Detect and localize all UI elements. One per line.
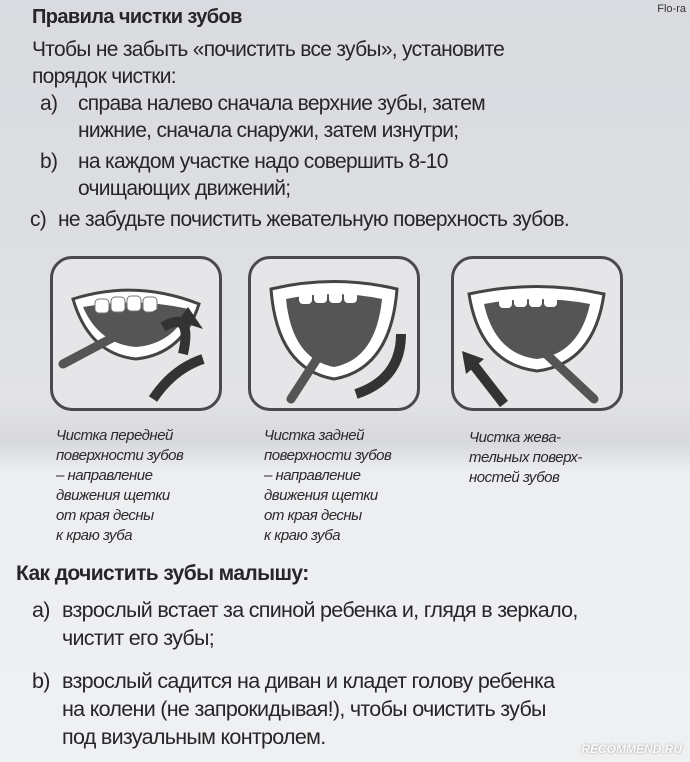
- caption-line: к краю зуба: [56, 527, 133, 544]
- caption-line: от края десны: [264, 507, 362, 524]
- list-marker: a): [32, 598, 50, 622]
- caption-line: Чистка задней: [264, 427, 364, 444]
- child-brushing-list: [32, 596, 578, 751]
- list-line: нижние, сначала снаружи, затем изнутри;: [78, 119, 459, 142]
- caption-line: тельных поверх-: [469, 449, 582, 466]
- caption-line: Чистка передней: [56, 427, 173, 444]
- caption-back-teeth: [264, 426, 391, 546]
- list-marker: a): [40, 92, 58, 115]
- watermark-flora: Flo-ra: [657, 3, 686, 15]
- list-line: на колени (не запрокидывая!), чтобы очистить зубы: [62, 697, 546, 721]
- caption-line: Чистка жева-: [469, 429, 561, 446]
- caption-front-teeth: [56, 426, 183, 546]
- caption-line: ностей зубов: [469, 469, 560, 486]
- caption-line: от края десны: [56, 507, 154, 524]
- intro-line: порядок чистки:: [32, 65, 176, 88]
- list-line: под визуальным контролем.: [62, 725, 326, 749]
- list-item: [40, 90, 569, 144]
- list-line: на каждом участке надо совершить 8-10: [78, 150, 448, 173]
- caption-line: движения щетки: [264, 487, 378, 504]
- back-teeth-brushing-illustration: [248, 256, 420, 411]
- list-line: взрослый садится на диван и кладет голову ребенка: [62, 669, 555, 693]
- list-marker: b): [32, 669, 50, 693]
- section-title: Правила чистки зубов: [32, 6, 242, 28]
- list-line: очищающих движений;: [78, 177, 291, 200]
- front-teeth-brushing-illustration: [50, 256, 222, 411]
- caption-chewing-surface: [469, 428, 582, 488]
- list-line: взрослый встает за спиной ребенка и, глядя в зеркало,: [62, 598, 578, 622]
- list-line: не забудьте почистить жевательную поверхность зубов.: [58, 208, 570, 231]
- caption-line: движения щетки: [56, 487, 170, 504]
- list-item: [32, 596, 578, 652]
- list-item: [30, 206, 569, 233]
- list-marker: c): [30, 208, 47, 231]
- list-item: [32, 667, 578, 751]
- caption-line: поверхности зубов: [56, 447, 184, 464]
- section-title-child: Как дочистить зубы малышу:: [16, 562, 309, 585]
- caption-line: – направление: [264, 467, 361, 484]
- brushing-order-list: [30, 90, 570, 233]
- caption-line: – направление: [56, 467, 153, 484]
- chewing-surface-brushing-illustration: [451, 256, 623, 411]
- list-line: чистит его зубы;: [62, 626, 215, 650]
- caption-line: поверхности зубов: [264, 447, 392, 464]
- intro-paragraph: [32, 36, 504, 90]
- intro-line: Чтобы не забыть «почистить все зубы», установите: [32, 38, 505, 61]
- list-marker: b): [40, 150, 58, 173]
- list-line: справа налево сначала верхние зубы, затем: [78, 92, 485, 115]
- watermark-recommend: RECOMMEND.RU: [581, 742, 682, 756]
- caption-line: к краю зуба: [264, 527, 341, 544]
- list-item: [40, 148, 569, 202]
